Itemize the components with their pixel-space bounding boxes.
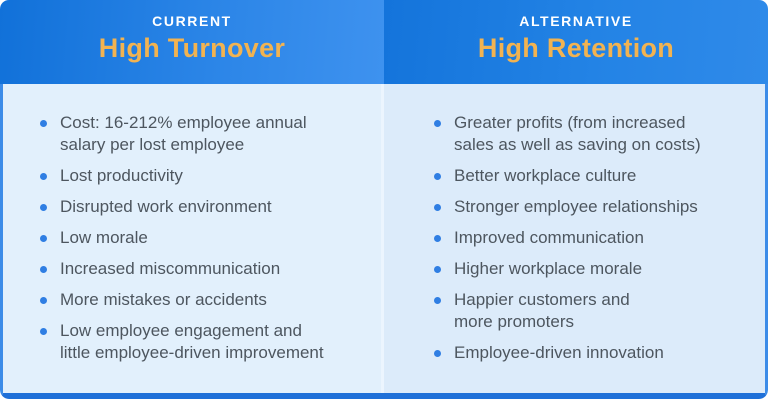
- bullet-icon: [40, 266, 47, 273]
- bullet-icon: [40, 204, 47, 211]
- list-item: [40, 258, 381, 280]
- list-item-text: Disrupted work environment: [60, 197, 272, 216]
- header-current: [0, 0, 384, 84]
- bullet-icon: [434, 204, 441, 211]
- bullet-icon: [434, 235, 441, 242]
- list-item: [40, 320, 381, 364]
- list-item: [40, 227, 381, 249]
- bullet-icon: [434, 350, 441, 357]
- current-eyebrow-label: CURRENT: [152, 13, 232, 29]
- list-item: [40, 196, 381, 218]
- list-item: [434, 112, 765, 156]
- list-item-text: Greater profits (from increased sales as well as saving on costs): [454, 113, 701, 154]
- list-item: [434, 227, 765, 249]
- list-item: [434, 196, 765, 218]
- bullet-icon: [40, 297, 47, 304]
- list-item-text: Happier customers and more promoters: [454, 290, 630, 331]
- list-item-text: Low morale: [60, 228, 148, 247]
- list-item-text: More mistakes or accidents: [60, 290, 267, 309]
- list-item-text: Increased miscommunication: [60, 259, 281, 278]
- current-title: High Turnover: [98, 33, 286, 63]
- alternative-eyebrow-label: ALTERNATIVE: [519, 13, 633, 29]
- bullet-icon: [40, 235, 47, 242]
- list-item-text: Low employee engagement and little employee-driven improvement: [60, 321, 324, 362]
- list-item-text: Lost productivity: [60, 166, 183, 185]
- bullet-icon: [434, 297, 441, 304]
- header-alternative: [384, 0, 768, 84]
- card-body: [0, 84, 768, 399]
- column-alternative: [384, 84, 765, 393]
- list-item: [40, 289, 381, 311]
- bullet-icon: [40, 120, 47, 127]
- list-item-text: Higher workplace morale: [454, 259, 643, 278]
- alternative-title: High Retention: [477, 33, 675, 63]
- bullet-icon: [40, 328, 47, 335]
- list-item-text: Cost: 16-212% employee annual salary per lost employee: [60, 113, 307, 154]
- bullet-icon: [434, 120, 441, 127]
- list-item: [434, 289, 765, 333]
- bullet-icon: [434, 266, 441, 273]
- alternative-bullet-list: [434, 112, 765, 364]
- list-item: [40, 112, 381, 156]
- card-header: [0, 0, 768, 84]
- bullet-icon: [434, 173, 441, 180]
- column-current: [3, 84, 384, 393]
- list-item-text: Employee-driven innovation: [454, 343, 664, 362]
- bullet-icon: [40, 173, 47, 180]
- list-item: [434, 342, 765, 364]
- list-item-text: Improved communication: [454, 228, 644, 247]
- list-item: [40, 165, 381, 187]
- current-bullet-list: [40, 112, 381, 364]
- list-item-text: Better workplace culture: [454, 166, 637, 185]
- list-item-text: Stronger employee relationships: [454, 197, 698, 216]
- list-item: [434, 165, 765, 187]
- list-item: [434, 258, 765, 280]
